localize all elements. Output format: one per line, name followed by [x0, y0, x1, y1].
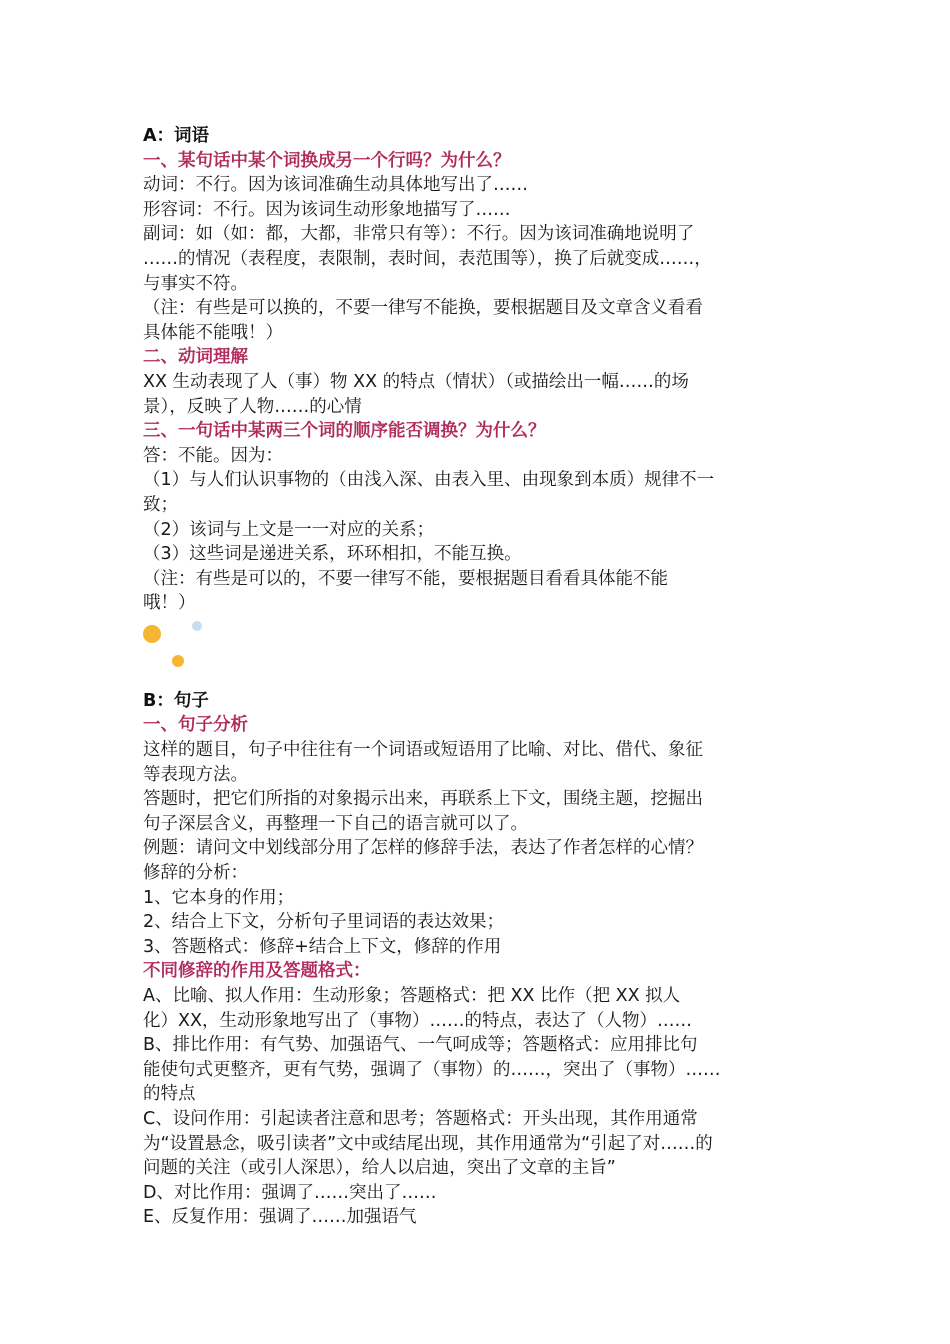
text-line: XX 生动表现了人（事）物 XX 的特点（情状）（或描绘出一幅……的场 [143, 371, 689, 392]
section-b-title: B：句子 [143, 690, 209, 711]
text-line: 哦！） [143, 593, 196, 614]
text-line: 等表现方法。 [143, 764, 248, 785]
text-line: 2、结合上下文，分析句子里词语的表达效果； [143, 912, 505, 933]
subheading: 二、动词理解 [143, 347, 248, 368]
subheading: 不同修辞的作用及答题格式： [143, 961, 371, 982]
text-line: （1）与人们认识事物的（由浅入深、由表入里、由现象到本质）规律不一 [143, 470, 715, 491]
text-line: 答题时，把它们所指的对象揭示出来，再联系上下文，围绕主题，挖掘出 [143, 789, 703, 810]
section-a-body [143, 149, 813, 616]
text-line: 修辞的分析： [143, 863, 248, 884]
text-line: 具体能不能哦！） [143, 322, 283, 343]
text-line: ……的情况（表程度，表限制，表时间，表范围等），换了后就变成……， [143, 248, 712, 269]
text-line: 问题的关注（或引人深思），给人以启迪，突出了文章的主旨” [143, 1158, 616, 1179]
text-line: 景），反映了人物……的心情 [143, 396, 362, 417]
text-line: （注：有些是可以换的，不要一律写不能换，要根据题目及文章含义看看 [143, 298, 703, 319]
text-line: E、反复作用：强调了……加强语气 [143, 1207, 417, 1228]
text-line: 动词：不行。因为该词准确生动具体地写出了…… [143, 175, 528, 196]
text-line: 能使句式更整齐，更有气势，强调了（事物）的……，突出了（事物）…… [143, 1059, 721, 1080]
text-line: 例题：请问文中划线部分用了怎样的修辞手法，表达了作者怎样的心情？ [143, 838, 703, 859]
text-line: 副词：如（如：都，大都，非常只有等）：不行。因为该词准确地说明了 [143, 224, 695, 245]
subheading: 一、某句话中某个词换成另一个行吗？为什么？ [143, 150, 511, 171]
text-line: 句子深层含义，再整理一下自己的语言就可以了。 [143, 813, 528, 834]
section-b-body [143, 713, 813, 1229]
text-line: A、比喻、拟人作用：生动形象；答题格式：把 XX 比作（把 XX 拟人 [143, 986, 681, 1006]
text-line: 答：不能。因为： [143, 445, 283, 466]
text-line: B、排比作用：有气势、加强语气、一气呵成等；答题格式：应用排比句 [143, 1035, 698, 1056]
text-line: 形容词：不行。因为该词生动形象地描写了…… [143, 199, 511, 220]
text-line: 与事实不符。 [143, 273, 248, 294]
text-line: 化）XX，生动形象地写出了（事物）……的特点，表达了（人物）…… [143, 1010, 692, 1031]
document-page [143, 124, 813, 1230]
section-a-title: A：词语 [143, 126, 210, 146]
text-line: （注：有些是可以的，不要一律写不能，要根据题目看看具体能不能 [143, 568, 668, 589]
text-line: 的特点 [143, 1084, 196, 1105]
text-line: 3、答题格式：修辞+结合上下文，修辞的作用 [143, 936, 502, 957]
text-line: C、设问作用：引起读者注意和思考；答题格式：开头出现，其作用通常 [143, 1108, 698, 1129]
subheading: 一、句子分析 [143, 715, 248, 736]
text-line: 为“设置悬念，吸引读者”文中或结尾出现，其作用通常为“引起了对……的 [143, 1133, 713, 1154]
text-line: 致； [143, 494, 178, 515]
text-line: 这样的题目，句子中往往有一个词语或短语用了比喻、对比、借代、象征 [143, 740, 703, 761]
text-line: （3）这些词是递进关系，环环相扣，不能互换。 [143, 544, 522, 565]
text-line: 1、它本身的作用； [143, 887, 295, 908]
subheading: 三、一句话中某两三个词的顺序能否调换？为什么？ [143, 421, 546, 442]
text-line: （2）该词与上文是一一对应的关系； [143, 519, 435, 540]
text-line: D、对比作用：强调了……突出了…… [143, 1182, 437, 1203]
section-gap [143, 616, 813, 689]
